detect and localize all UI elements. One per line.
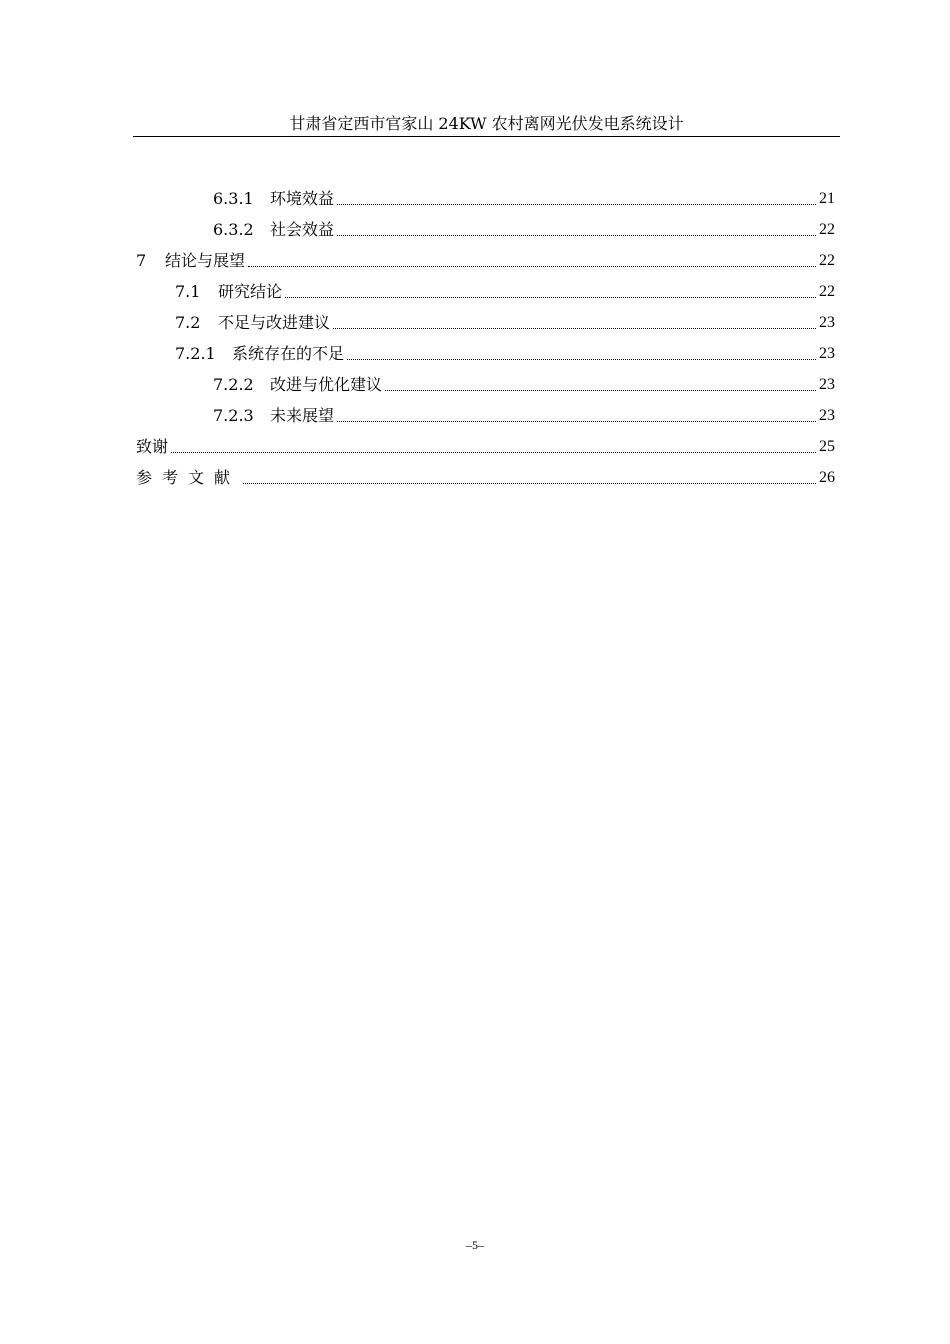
toc-entry-acknowledgements[interactable] <box>136 434 835 458</box>
toc-entry-page: 21 <box>819 190 835 207</box>
toc-entry-number: 7.2.1 <box>175 344 216 363</box>
toc-entry-6-3-2[interactable] <box>213 217 835 241</box>
toc-entry-page: 22 <box>819 221 835 238</box>
toc-dot-leader <box>171 436 816 458</box>
toc-entry-number: 7.2 <box>175 313 201 332</box>
toc-entry-page: 23 <box>819 345 835 362</box>
toc-entry-number: 7.1 <box>175 282 201 301</box>
toc-entry-title: 不足与改进建议 <box>218 313 331 332</box>
toc-entry-page: 23 <box>819 407 835 424</box>
toc-entry-title: 参考文献 <box>136 468 241 487</box>
toc-entry-number: 7.2.2 <box>213 375 254 394</box>
toc-entry-page: 22 <box>819 283 835 300</box>
toc-entry-page: 22 <box>819 252 835 269</box>
toc-dot-leader <box>337 219 816 241</box>
toc-entry-title: 改进与优化建议 <box>270 375 383 394</box>
toc-entry-7-2-2[interactable] <box>213 372 835 396</box>
toc-entry-title: 致谢 <box>136 437 169 456</box>
toc-dot-leader <box>347 343 816 365</box>
toc-dot-leader <box>248 250 816 272</box>
toc-entry-page: 23 <box>819 376 835 393</box>
toc-entry-title: 环境效益 <box>270 189 335 208</box>
toc-entry-page: 26 <box>819 469 835 486</box>
toc-entry-number: 7 <box>136 251 147 270</box>
toc-entry-number: 6.3.1 <box>213 189 254 208</box>
toc-entry-7-2[interactable] <box>175 310 835 334</box>
toc-entry-6-3-1[interactable] <box>213 186 835 210</box>
toc-entry-7[interactable] <box>136 248 835 272</box>
toc-entry-title: 社会效益 <box>270 220 335 239</box>
toc-entry-number: 7.2.3 <box>213 406 254 425</box>
toc-entry-title: 未来展望 <box>270 406 335 425</box>
toc-dot-leader <box>333 312 816 334</box>
toc-dot-leader <box>337 188 816 210</box>
toc-entry-page: 25 <box>819 438 835 455</box>
toc-entry-references[interactable] <box>136 465 835 489</box>
toc-entry-7-1[interactable] <box>175 279 835 303</box>
toc-entry-number: 6.3.2 <box>213 220 254 239</box>
toc-entry-title: 系统存在的不足 <box>232 344 345 363</box>
running-header-title: 甘肃省定西市官家山 24KW 农村离网光伏发电系统设计 <box>289 114 684 133</box>
page-number: –5– <box>466 1238 484 1252</box>
toc-entry-page: 23 <box>819 314 835 331</box>
toc-entry-7-2-3[interactable] <box>213 403 835 427</box>
toc-entry-7-2-1[interactable] <box>175 341 835 365</box>
toc-dot-leader <box>285 281 816 303</box>
toc-entry-title: 结论与展望 <box>165 251 246 270</box>
toc-dot-leader <box>243 467 816 489</box>
toc-dot-leader <box>337 405 816 427</box>
toc-entry-title: 研究结论 <box>218 282 283 301</box>
toc-dot-leader <box>385 374 816 396</box>
